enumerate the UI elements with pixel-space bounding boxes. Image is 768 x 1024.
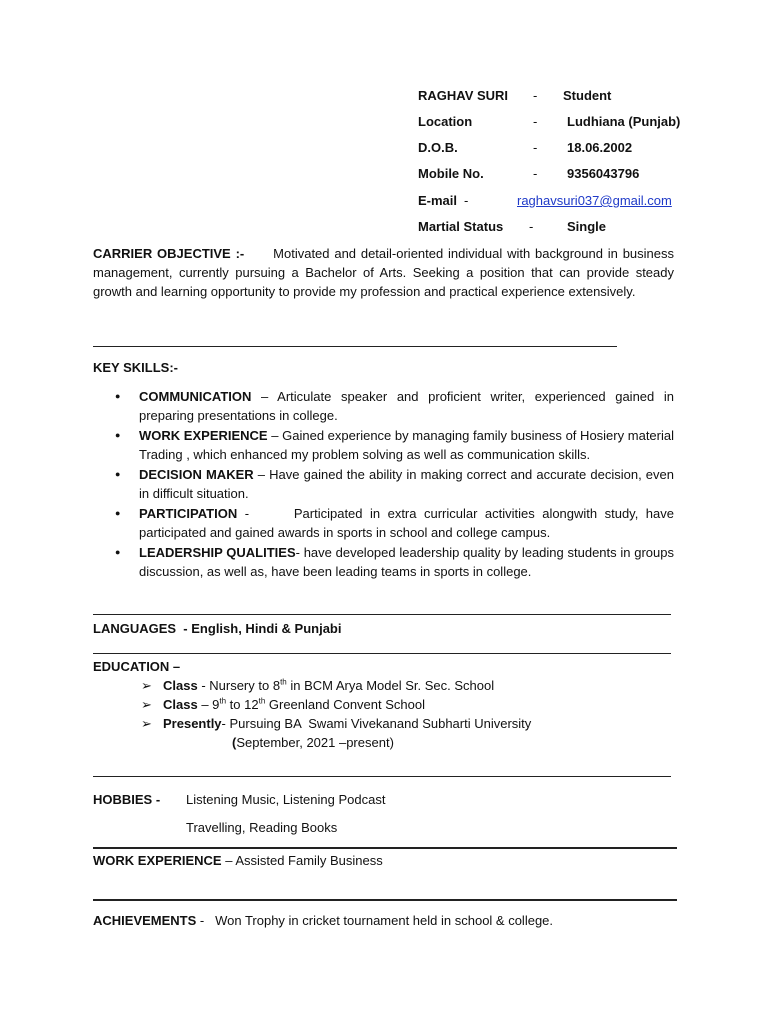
education-period bbox=[232, 735, 394, 750]
ordinal-suffix: th bbox=[280, 677, 287, 687]
mobile-value: 9356043796 bbox=[567, 166, 640, 181]
skill-title: PARTICIPATION bbox=[139, 506, 238, 521]
candidate-name: RAGHAV SURI bbox=[418, 88, 509, 103]
mobile-label: Mobile No. bbox=[418, 166, 484, 181]
languages-separator: - bbox=[183, 621, 188, 636]
divider bbox=[93, 346, 617, 347]
languages-value: English, Hindi & Punjabi bbox=[191, 621, 342, 636]
dob-value: 18.06.2002 bbox=[567, 140, 633, 155]
period-text: September, 2021 –present) bbox=[236, 735, 394, 750]
list-item bbox=[139, 426, 674, 464]
hobbies-line: Travelling, Reading Books bbox=[186, 820, 338, 835]
skill-title: LEADERSHIP QUALITIES bbox=[139, 545, 296, 560]
marital-status-value: Single bbox=[567, 219, 607, 234]
work-text: – Assisted Family Business bbox=[221, 853, 383, 868]
education-text: - Pursuing BA Swami Vivekanand Subharti University bbox=[221, 716, 532, 731]
list-item bbox=[139, 504, 678, 542]
period-paren: ( bbox=[232, 735, 237, 750]
divider bbox=[93, 847, 677, 849]
arrow-bullet-icon: ➢ bbox=[141, 678, 152, 693]
skill-text: – Articulate speaker and proficient writer, experienced gained in preparing presentations in college. bbox=[139, 389, 674, 423]
work-experience-line bbox=[93, 853, 383, 868]
hobbies-heading: HOBBIES - bbox=[93, 792, 161, 807]
list-item bbox=[139, 543, 674, 581]
dob-separator: - bbox=[533, 140, 538, 155]
ordinal-suffix: th bbox=[258, 696, 266, 706]
objective-heading: CARRIER OBJECTIVE bbox=[93, 246, 231, 261]
education-title: Class bbox=[163, 678, 198, 693]
skill-text: - have developed leadership quality by leading students in groups discussion, as well as, have been leading teams in sports in college. bbox=[139, 545, 674, 579]
education-item bbox=[163, 678, 494, 693]
achievements-text: - Won Trophy in cricket tournament held in school & college. bbox=[196, 913, 554, 928]
divider bbox=[93, 614, 671, 615]
education-text: Greenland Convent School bbox=[265, 697, 425, 712]
achievements-heading: ACHIEVEMENTS bbox=[93, 913, 197, 928]
mobile-separator: - bbox=[533, 166, 538, 181]
location-value: Ludhiana (Punjab) bbox=[567, 114, 681, 129]
dob-label: D.O.B. bbox=[418, 140, 458, 155]
divider bbox=[93, 776, 671, 777]
education-text: to 12 bbox=[226, 697, 259, 712]
skills-heading: KEY SKILLS:- bbox=[93, 360, 178, 375]
email-link[interactable]: raghavsuri037@gmail.com bbox=[517, 193, 672, 208]
education-title: Class bbox=[163, 697, 198, 712]
achievements-line bbox=[93, 913, 553, 928]
location-separator: - bbox=[533, 114, 538, 129]
list-item bbox=[139, 387, 674, 425]
name-separator: - bbox=[533, 88, 538, 103]
education-heading: EDUCATION – bbox=[93, 659, 181, 674]
skill-title: WORK EXPERIENCE bbox=[139, 428, 268, 443]
ordinal-suffix: th bbox=[219, 696, 227, 706]
objective-separator: :- bbox=[235, 246, 245, 261]
divider bbox=[93, 899, 677, 901]
education-text: in BCM Arya Model Sr. Sec. School bbox=[286, 678, 495, 693]
skill-text: – Have gained the ability in making correct and accurate decision, even in difficult situation. bbox=[139, 467, 675, 501]
languages-heading: LANGUAGES bbox=[93, 621, 177, 636]
skills-list bbox=[93, 387, 678, 582]
education-text: – 9 bbox=[197, 697, 220, 712]
hobbies-line: Listening Music, Listening Podcast bbox=[186, 792, 386, 807]
languages-line bbox=[93, 621, 342, 636]
marital-status-separator: - bbox=[529, 219, 534, 234]
marital-status-label: Martial Status bbox=[418, 219, 504, 234]
email-separator: - bbox=[464, 193, 469, 208]
objective-text: Motivated and detail-oriented individual with background in business management, currently pursuing a Bachelor of Arts. Seeking a position that can provide steady growth and learning opportunity to provide my profession and practical experience extensively. bbox=[93, 246, 675, 299]
arrow-bullet-icon: ➢ bbox=[141, 697, 152, 712]
candidate-role: Student bbox=[563, 88, 612, 103]
skill-title: DECISION MAKER bbox=[139, 467, 254, 482]
education-title: Presently bbox=[163, 716, 222, 731]
location-label: Location bbox=[418, 114, 473, 129]
education-item bbox=[163, 716, 531, 731]
career-objective bbox=[93, 244, 674, 301]
skill-text: - Participated in extra curricular activities alongwith study, have participated and gained awards in sports in school and college campus. bbox=[139, 506, 678, 540]
list-item bbox=[139, 465, 674, 503]
email-label: E-mail bbox=[418, 193, 458, 208]
skill-title: COMMUNICATION bbox=[139, 389, 252, 404]
education-item bbox=[163, 697, 425, 712]
arrow-bullet-icon: ➢ bbox=[141, 716, 152, 731]
work-heading: WORK EXPERIENCE bbox=[93, 853, 222, 868]
divider bbox=[93, 653, 671, 654]
skill-text: – Gained experience by managing family business of Hosiery material Trading , which enhanced my problem solving as well as communication skills. bbox=[139, 428, 674, 462]
education-text: - Nursery to 8 bbox=[197, 678, 281, 693]
